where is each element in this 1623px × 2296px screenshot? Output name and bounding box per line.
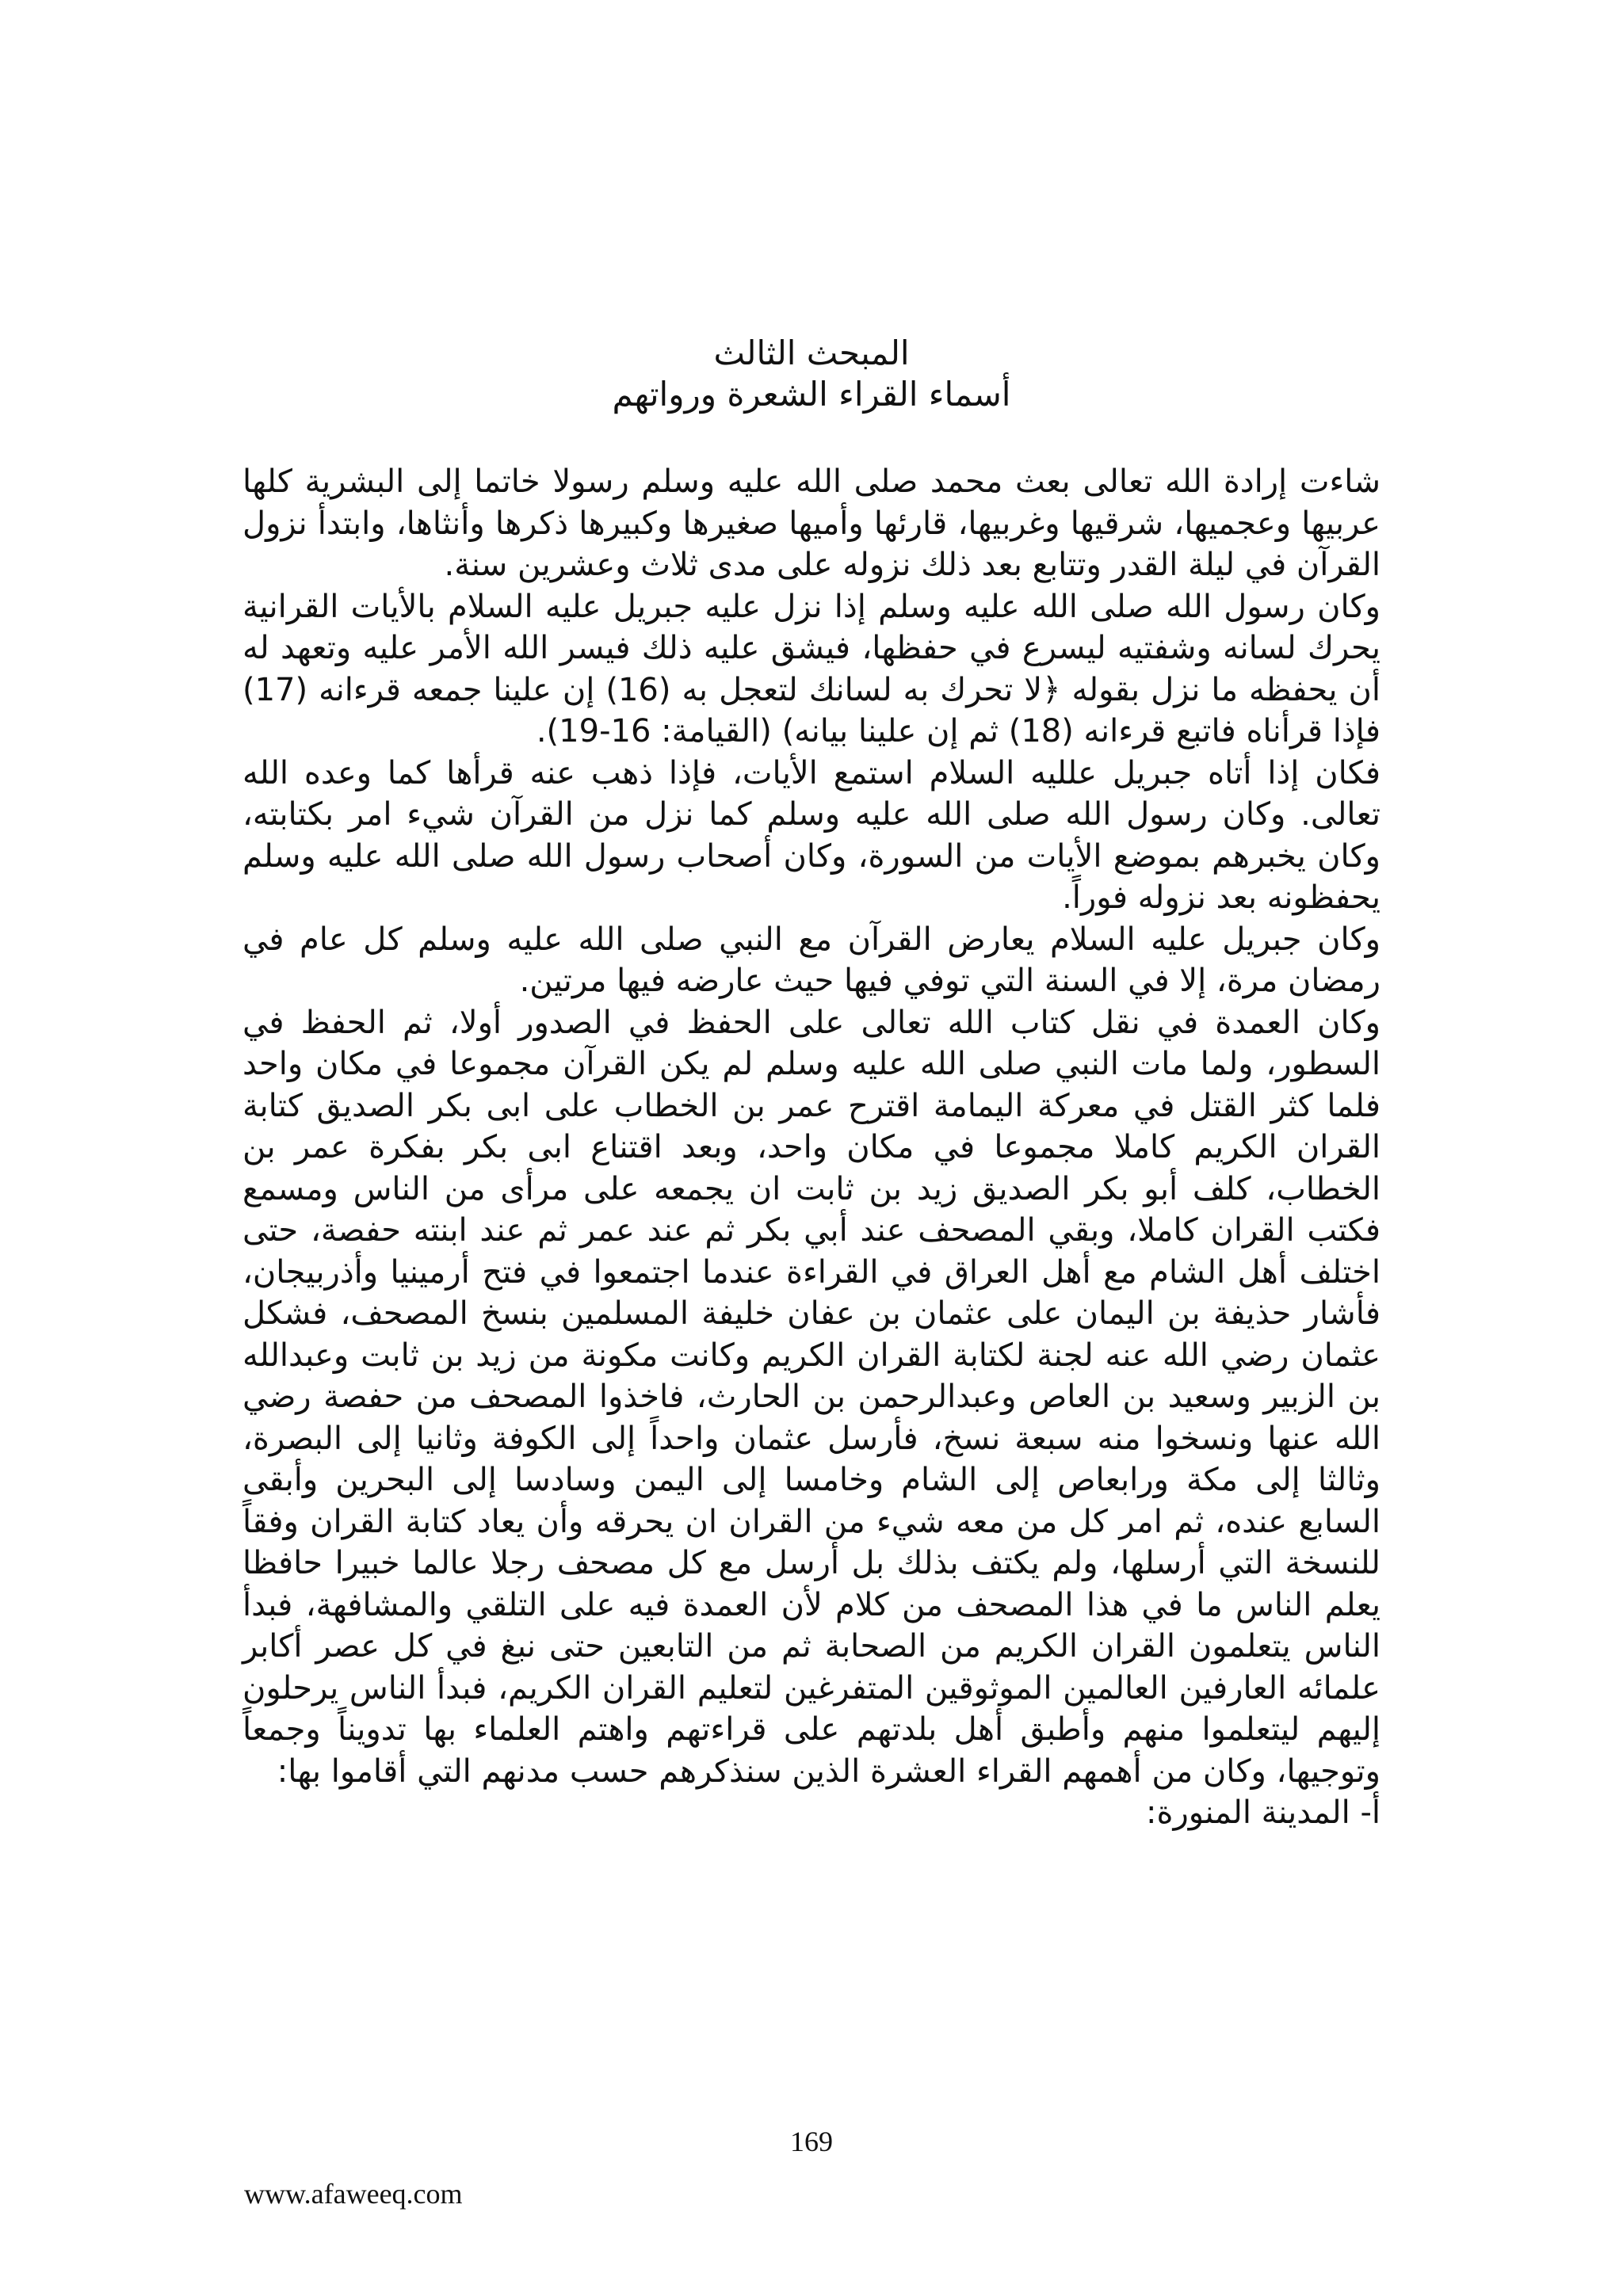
paragraph: شاءت إرادة الله تعالى بعث محمد صلى الله عليه وسلم رسولا خاتما إلى البشرية كلها عربيها وعجميها، شرقيها وغربيها، قارئها وأميها صغيرها وكبيرها ذكرها وأنثاها، وابتدأ نزول القرآن في ليلة القدر وتتابع بعد ذلك نزوله على مدى ثلاث وعشرين سنة.	[242, 463, 1381, 583]
page-number: 169	[790, 2126, 833, 2157]
chapter-title: أسماء القراء الشعرة ورواتهم	[612, 375, 1011, 414]
body-text	[242, 461, 1381, 1834]
paragraph: وكان رسول الله صلى الله عليه وسلم إذا نزل عليه جبريل عليه السلام بالأيات القرانية يحرك لسانه وشفتيه ليسرع في حفظها، فيشق عليه ذلك فيسر الله الأمر عليه وتعهد له أن يحفظه ما نزل بقوله ﴿لا تحرك به لسانك لتعجل به (16) إن علينا جمعه قرءانه (17) فإذا قرأناه فاتبع قرءانه (18) ثم إن علينا بيانه) (القيامة: 16-19).	[242, 588, 1381, 749]
section-title: المبحث الثالث	[713, 334, 910, 372]
list-heading: أ- المدينة المنورة:	[1146, 1794, 1381, 1831]
paragraph: وكان جبريل عليه السلام يعارض القرآن مع النبي صلى الله عليه وسلم كل عام في رمضان مرة، إلا في السنة التي توفي فيها حيث عارضه فيها مرتين.	[242, 921, 1381, 999]
footer-website: www.afaweeq.com	[244, 2178, 463, 2210]
paragraph: وكان العمدة في نقل كتاب الله تعالى على الحفظ في الصدور أولا، ثم الحفظ في السطور، ولما مات النبي صلى الله عليه وسلم لم يكن القرآن مجموعا في مكان واحد فلما كثر القتل في معركة اليمامة اقترح عمر بن الخطاب على ابى بكر الصديق كتابة القران الكريم كاملا مجموعا في مكان واحد، وبعد اقتناع ابى بكر بفكرة عمر بن الخطاب، كلف أبو بكر الصديق زيد بن ثابت ان يجمعه على مرأى من الناس ومسمع فكتب القران كاملا، وبقي المصحف عند أبي بكر ثم عند عمر ثم عند ابنته حفصة، حتى اختلف أهل الشام مع أهل العراق في القراءة عندما اجتمعوا في فتح أرمينيا وأذربيجان، فأشار حذيفة بن اليمان على عثمان بن عفان خليفة المسلمين بنسخ المصحف، فشكل عثمان رضي الله عنه لجنة لكتابة القران الكريم وكانت مكونة من زيد بن ثابت وعبدالله بن الزبير وسعيد بن العاص وعبدالرحمن بن الحارث، فاخذوا المصحف من حفصة رضي الله عنها ونسخوا منه سبعة نسخ، فأرسل عثمان واحداً إلى الكوفة وثانيا إلى البصرة، وثالثا إلى مكة ورابعاص إلى الشام وخامسا إلى اليمن وسادسا إلى البحرين وأبقى السابع عنده، ثم امر كل من معه شيء من القران ان يحرقه وأن يعاد كتابة القران وفقاً للنسخة التي أرسلها، ولم يكتف بذلك بل أرسل مع كل مصحف رجلا عالما خبيرا حافظا يعلم الناس ما في هذا المصحف من كلام لأن العمدة فيه على التلقي والمشافهة، فبدأ الناس يتعلمون القران الكريم من الصحابة ثم من التابعين حتى نبغ في كل عصر أكابر علمائه العارفين العالمين الموثوقين المتفرغين لتعليم القران الكريم، فبدأ الناس يرحلون إليهم ليتعلموا منهم وأطبق أهل بلدتهم على قراءتهم واهتم العلماء بها تدويناً وجمعاً وتوجيها، وكان من أهمهم القراء العشرة الذين سنذكرهم حسب مدنهم التي أقاموا بها:	[242, 1004, 1381, 1790]
paragraph: فكان إذا أتاه جبريل علليه السلام استمع الأيات، فإذا ذهب عنه قرأها كما وعده الله تعالى. وكان رسول الله صلى الله عليه وسلم كما نزل من القرآن شيء امر بكتابته، وكان يخبرهم بموضع الأيات من السورة، وكان أصحاب رسول الله صلى الله عليه وسلم يحفظونه بعد نزوله فوراً.	[242, 754, 1381, 916]
